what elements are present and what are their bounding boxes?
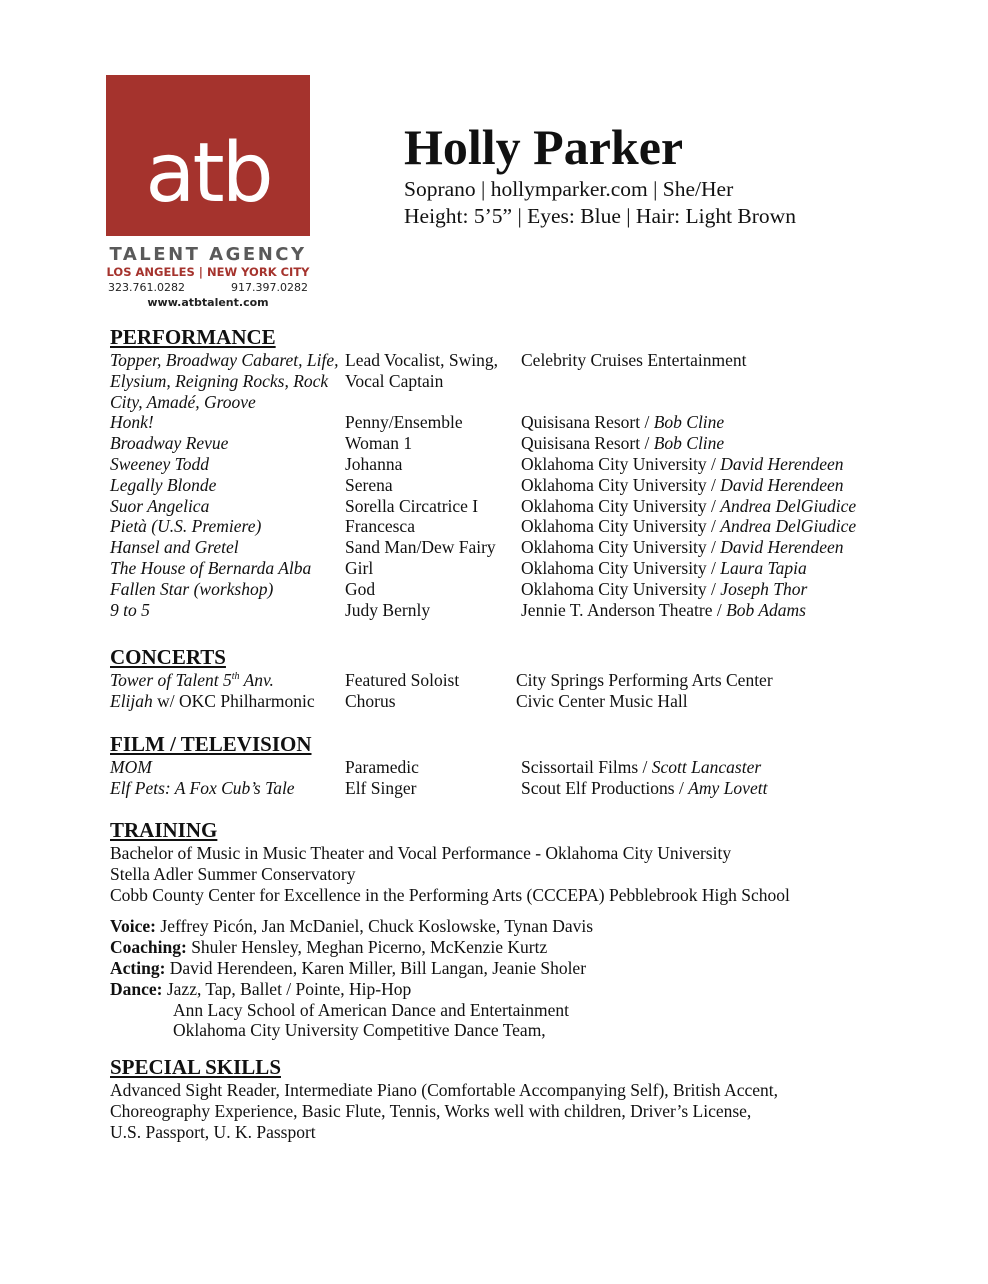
director: Joseph Thor <box>720 578 808 599</box>
director: Bob Cline <box>653 412 725 433</box>
list-item <box>110 600 910 621</box>
list-item <box>110 757 910 778</box>
performance-section <box>110 325 910 620</box>
role: Featured Soloist <box>345 670 460 690</box>
show-title: Hansel and Gretel <box>110 537 239 558</box>
list-item <box>110 670 910 691</box>
show-title: 9 to 5 <box>110 599 150 620</box>
director: Laura Tapia <box>720 557 807 578</box>
role: Girl <box>345 557 374 578</box>
training-section <box>110 818 910 1041</box>
show-title: The House of Bernarda Alba <box>110 557 312 578</box>
role: Judy Bernly <box>345 599 431 620</box>
venue: Oklahoma City University / <box>521 578 721 599</box>
venue: City Springs Performing Arts Center <box>516 670 773 690</box>
performer-name: Holly Parker <box>404 119 684 175</box>
venue: Oklahoma City University / <box>521 495 721 516</box>
venue: Oklahoma City University / <box>521 453 721 474</box>
venue-director <box>521 496 910 517</box>
skills-line: Choreography Experience, Basic Flute, Tennis, Works well with children, Driver’s License, <box>110 1100 752 1121</box>
section-title: TRAINING <box>110 818 218 842</box>
venue: Quisisana Resort / <box>521 412 654 433</box>
list-item <box>110 412 910 433</box>
venue: Oklahoma City University / <box>521 516 721 537</box>
header-line-2: Height: 5’5” | Eyes: Blue | Hair: Light Brown <box>404 204 796 228</box>
venue-director <box>521 558 910 579</box>
section-title: PERFORMANCE <box>110 325 276 349</box>
list-item <box>110 516 910 537</box>
resume-header <box>404 118 796 230</box>
list-item <box>110 778 910 799</box>
role: Penny/Ensemble <box>345 412 463 433</box>
show-title: Tower of Talent 5th Anv. <box>110 670 274 690</box>
director: Bob Cline <box>653 433 725 454</box>
venue: Civic Center Music Hall <box>516 690 688 711</box>
role: Chorus <box>345 690 396 711</box>
show-title: Honk! <box>110 412 154 433</box>
role: Johanna <box>345 453 403 474</box>
show-title: Suor Angelica <box>110 495 210 516</box>
venue-director <box>521 579 910 600</box>
show-title: Topper, Broadway Cabaret, Life, Elysium, Reigning Rocks, Rock City, Amadé, Groove <box>110 350 339 412</box>
role: Lead Vocalist, Swing, Vocal Captain <box>345 350 498 391</box>
venue-director <box>521 778 910 799</box>
dance-training-line: Ann Lacy School of American Dance and Entertainment <box>173 999 570 1020</box>
venue-director <box>521 537 910 558</box>
film-television-section <box>110 732 910 799</box>
special-skills-section <box>110 1055 910 1142</box>
director: Amy Lovett <box>688 777 768 798</box>
training-line: Bachelor of Music in Music Theater and Vocal Performance - Oklahoma City University <box>110 843 732 863</box>
performance-list <box>110 350 910 620</box>
dance-training: Dance: Jazz, Tap, Ballet / Pointe, Hip-Hop <box>110 978 412 999</box>
section-title: CONCERTS <box>110 645 226 669</box>
show-title: Elf Pets: A Fox Cub’s Tale <box>110 777 295 798</box>
show-title: Fallen Star (workshop) <box>110 578 274 599</box>
venue-director <box>521 600 910 621</box>
role: Francesca <box>345 516 415 537</box>
venue: Scissortail Films / <box>521 757 652 777</box>
list-item <box>110 496 910 517</box>
director: David Herendeen <box>720 474 844 495</box>
list-item <box>110 433 910 454</box>
training-line: Stella Adler Summer Conservatory <box>110 863 356 884</box>
skills-line: Advanced Sight Reader, Intermediate Piano (Comfortable Accompanying Self), British Accent, <box>110 1080 779 1100</box>
role: Woman 1 <box>345 433 413 454</box>
venue-director <box>521 454 910 475</box>
venue: Scout Elf Productions / <box>521 777 689 798</box>
show-title: Broadway Revue <box>110 433 229 454</box>
director: David Herendeen <box>720 453 844 474</box>
training-line: Cobb County Center for Excellence in the Performing Arts (CCCEPA) Pebblebrook High School <box>110 884 790 905</box>
logo-mark <box>106 75 310 236</box>
venue: Quisisana Resort / <box>521 433 654 454</box>
show-title: Legally Blonde <box>110 474 217 495</box>
venue-director <box>521 757 910 778</box>
venue-director <box>521 350 910 412</box>
venue: Oklahoma City University / <box>521 537 721 558</box>
role: Paramedic <box>345 757 419 777</box>
logo-phones <box>106 280 310 295</box>
header-line-1: Soprano | hollymparker.com | She/Her <box>404 177 734 201</box>
list-item <box>110 691 910 712</box>
list-item <box>110 350 910 412</box>
list-item <box>110 558 910 579</box>
show-title: MOM <box>110 757 152 777</box>
skills-line: U.S. Passport, U. K. Passport <box>110 1121 316 1142</box>
director: Andrea DelGiudice <box>720 495 857 516</box>
role: Sand Man/Dew Fairy <box>345 537 496 558</box>
venue: Oklahoma City University / <box>521 474 721 495</box>
venue: Celebrity Cruises Entertainment <box>521 350 747 370</box>
agency-logo <box>106 75 310 310</box>
logo-cities: LOS ANGELES | NEW YORK CITY <box>106 265 310 279</box>
director: Andrea DelGiudice <box>720 516 857 537</box>
venue-director <box>521 412 910 433</box>
list-item <box>110 579 910 600</box>
logo-website: www.atbtalent.com <box>147 296 269 309</box>
dance-training-line: Oklahoma City University Competitive Dance Team, <box>173 1020 546 1041</box>
venue-director <box>521 433 910 454</box>
venue: Oklahoma City University / <box>521 557 721 578</box>
concerts-section <box>110 645 910 712</box>
role: Serena <box>345 474 393 495</box>
logo-mark-text: atb <box>145 126 271 221</box>
role: Sorella Circatrice I <box>345 495 479 516</box>
logo-phone-la: 323.761.0282 <box>108 281 185 294</box>
logo-agency-name: TALENT AGENCY <box>109 244 307 265</box>
venue-director <box>521 516 910 537</box>
voice-teachers: Voice: Jeffrey Picón, Jan McDaniel, Chuck Koslowske, Tynan Davis <box>110 916 594 937</box>
director: Scott Lancaster <box>651 757 762 777</box>
film-list <box>110 757 910 799</box>
show-title: Sweeney Todd <box>110 453 209 474</box>
role: Elf Singer <box>345 777 417 798</box>
show-title: Elijah w/ OKC Philharmonic <box>110 690 315 711</box>
venue: Jennie T. Anderson Theatre / <box>521 599 727 620</box>
role: God <box>345 578 376 599</box>
logo-phone-ny: 917.397.0282 <box>231 281 308 294</box>
venue-director <box>521 475 910 496</box>
list-item <box>110 475 910 496</box>
section-title: FILM / TELEVISION <box>110 732 312 756</box>
list-item <box>110 454 910 475</box>
director: David Herendeen <box>720 537 844 558</box>
director: Bob Adams <box>726 599 806 620</box>
acting-teachers: Acting: David Herendeen, Karen Miller, Bill Langan, Jeanie Sholer <box>110 957 587 978</box>
coaching-teachers: Coaching: Shuler Hensley, Meghan Picerno, McKenzie Kurtz <box>110 937 548 958</box>
show-title: Pietà (U.S. Premiere) <box>110 516 262 537</box>
section-title: SPECIAL SKILLS <box>110 1055 281 1079</box>
list-item <box>110 537 910 558</box>
